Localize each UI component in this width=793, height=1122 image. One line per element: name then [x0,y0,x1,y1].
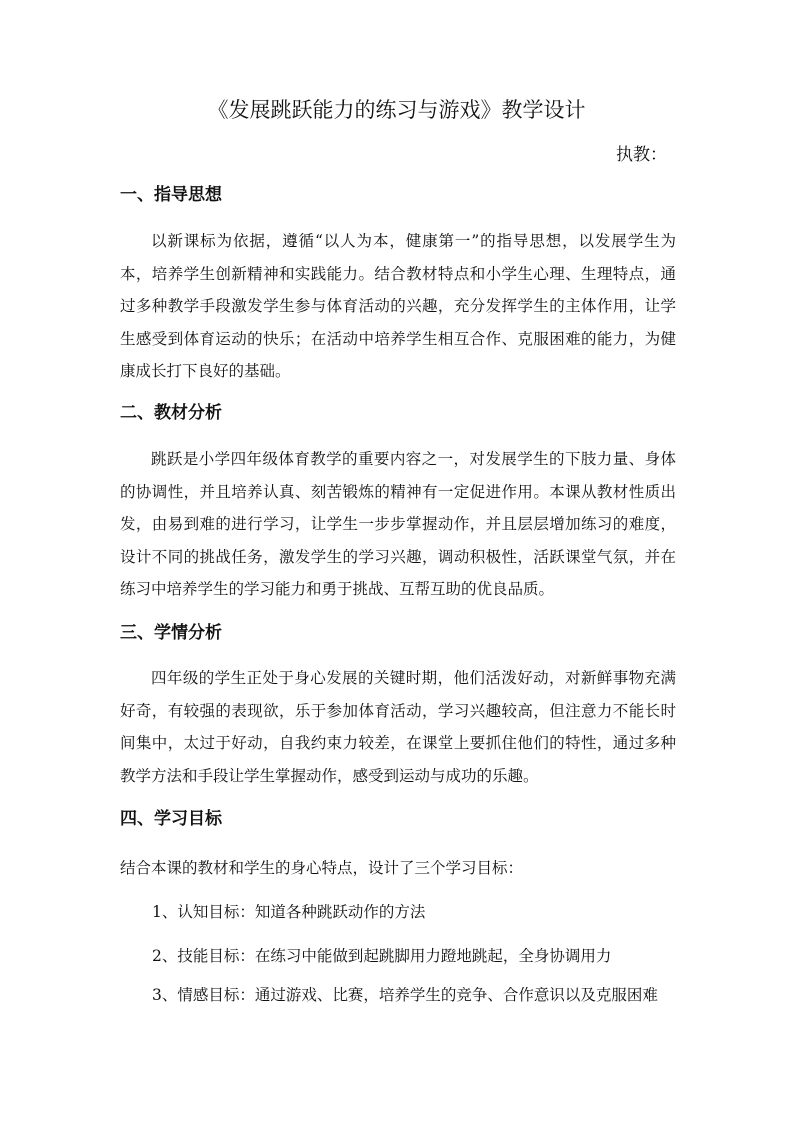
document-title: 《发展跳跃能力的练习与游戏》教学设计 [207,98,586,122]
section-heading-learning-goals: 四、学习目标 [120,809,222,829]
section-paragraph-student-analysis: 四年级的学生正处于身心发展的关键时期，他们活泼好动，对新鲜事物充满好奇，有较强的表现欲，乐于参加体育活动，学习兴趣较高，但注意力不能长时间集中，太过于好动，自我约束力较差，在课堂上要抓住他们的特性，通过多种教学方法和手段让学生掌握动作，感受到运动与成功的乐趣。 [120,669,676,785]
section-paragraph-guiding-ideology: 以新课标为依据，遵循“以人为本，健康第一”的指导思想，以发展学生为本，培养学生创新精神和实践能力。结合教材特点和小学生心理、生理特点，通过多种教学手段激发学生参与体育活动的兴趣，充分发挥学生的主体作用，让学生感受到体育运动的快乐；在活动中培养学生相互合作、克服困难的能力，为健康成长打下良好的基础。 [120,232,676,380]
goal-item-cognitive: 1、认知目标：知道各种跳跃动作的方法 [152,903,426,921]
section-paragraph-learning-goals: 结合本课的教材和学生的身心特点，设计了三个学习目标： [120,859,524,877]
section-heading-material-analysis: 二、教材分析 [120,403,222,423]
section-paragraph-material-analysis: 跳跃是小学四年级体育教学的重要内容之一，对发展学生的下肢力量、身体的协调性，并且培养认真、刻苦锻炼的精神有一定促进作用。本课从教材性质出发，由易到难的进行学习，让学生一步步掌握动作，并且层层增加练习的难度，设计不同的挑战任务，激发学生的学习兴趣，调动积极性，活跃课堂气氛，并在练习中培养学生的学习能力和勇于挑战、互帮互助的优良品质。 [120,450,676,598]
teacher-label: 执教： [616,145,667,165]
section-heading-guiding-ideology: 一、指导思想 [120,185,222,205]
goal-item-skill: 2、技能目标：在练习中能做到起跳脚用力蹬地跳起，全身协调用力 [152,947,612,965]
goal-item-affective: 3、情感目标：通过游戏、比赛，培养学生的竞争、合作意识以及克服困难 [152,986,658,1004]
section-heading-student-analysis: 三、学情分析 [120,623,222,643]
